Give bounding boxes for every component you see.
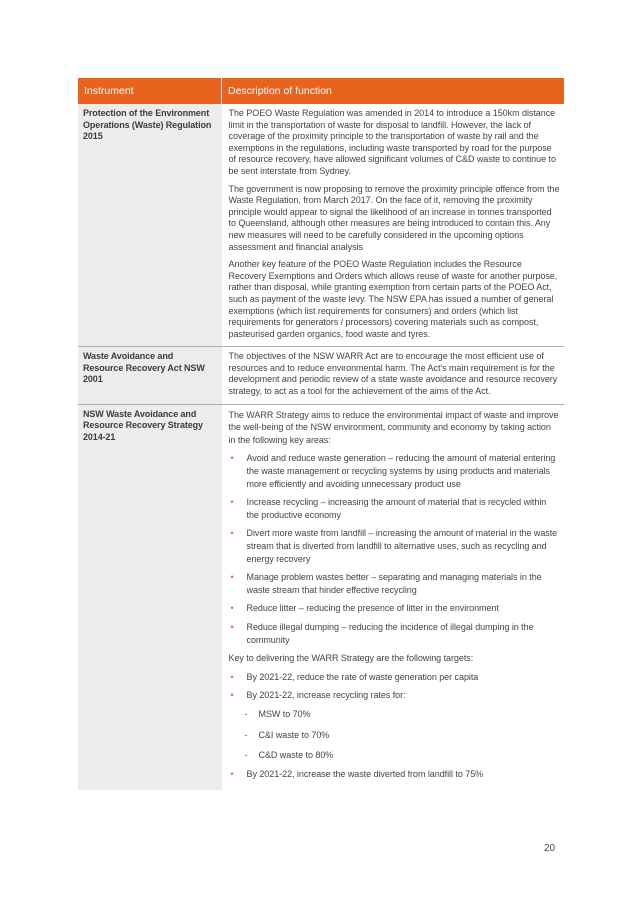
table-row — [78, 347, 564, 404]
bullet-icon: • — [230, 572, 234, 583]
bullet-icon: • — [230, 621, 234, 632]
list-item — [229, 527, 561, 565]
dash-icon: - — [244, 729, 248, 740]
list-item-text: C&D waste to 80% — [258, 750, 334, 761]
table-row — [78, 104, 564, 347]
strategy-intro: The WARR Strategy aims to reduce the environmental impact of waste and improve the well-being of the NSW environment, community and economy by taking action in the following key areas: — [228, 409, 559, 445]
list-item-text: Reduce illegal dumping – reducing the incidence of illegal dumping in the community — [246, 621, 534, 645]
table-row — [78, 404, 564, 790]
list-item — [229, 729, 561, 742]
header-instrument: Instrument — [78, 78, 222, 104]
list-item-text: C&I waste to 70% — [258, 729, 330, 740]
list-item-text: Increase recycling – increasing the amount of material that is recycled within the productive economy — [246, 497, 547, 520]
list-item-text: Reduce litter – reducing the presence of litter in the environment — [246, 603, 499, 614]
list-item — [229, 768, 561, 781]
header-description: Description of function — [222, 78, 565, 104]
instrument-name: Waste Avoidance and Resource Recovery Act NSW 2001 — [78, 347, 222, 404]
bullet-icon: • — [230, 671, 234, 682]
bullet-icon: • — [230, 690, 234, 701]
bullet-icon: • — [230, 528, 234, 539]
list-item — [229, 621, 561, 646]
table-header-row — [78, 78, 564, 104]
description-cell — [222, 404, 565, 790]
description-paragraph: The POEO Waste Regulation was amended in 2014 to introduce a 150km distance limit in the transportation of waste for disposal to landfill. However, the lack of coverage of the proximity principle to the transportation of waste by rail and the exemptions in the regulations, including waste transported by road for the purpose of resource recovery, have allowed significant volumes of C&D waste to continue to be sent interstate from Sydney. — [228, 108, 556, 176]
list-item-text: Avoid and reduce waste generation – reducing the amount of material entering the waste management or recycling systems by using products and materials more efficiently and avoiding unnecessary product use — [246, 453, 556, 489]
dash-icon: - — [244, 708, 248, 719]
instrument-name: Protection of the Environment Operations (Waste) Regulation 2015 — [78, 104, 222, 347]
list-item — [229, 689, 561, 761]
list-item — [229, 671, 561, 684]
list-item-text: By 2021-22, increase the waste diverted from landfill to 75% — [246, 768, 484, 779]
page-number: 20 — [544, 843, 556, 854]
dash-icon: - — [244, 750, 248, 761]
recycling-subtargets — [229, 708, 561, 762]
list-item — [229, 602, 561, 615]
description-cell — [222, 104, 565, 347]
list-item — [229, 452, 561, 490]
list-item-text: Manage problem wastes better – separating and managing materials in the waste stream that hinder effective recycling — [246, 572, 542, 595]
bullet-icon: • — [230, 603, 234, 614]
targets-intro: Key to delivering the WARR Strategy are the following targets: — [228, 653, 474, 664]
description-paragraph: The objectives of the NSW WARR Act are to encourage the most efficient use of resources and to reduce environmental harm. The Act's main requirement is for the development and periodic review of a state waste avoidance and resource recovery strategy, to act as a tool for the achievement of the aims of the Act. — [228, 351, 558, 397]
list-item — [229, 496, 561, 521]
list-item-text: Divert more waste from landfill – increasing the amount of material in the waste stream that is diverted from landfill to alternative uses, such as recycling and energy recovery — [246, 528, 558, 564]
bullet-icon: • — [230, 497, 234, 508]
list-item-text: MSW to 70% — [258, 708, 311, 719]
description-paragraph: The government is now proposing to remove the proximity principle offence from the Waste Regulation, from March 2017. On the face of it, removing the proximity principle would appear to signal the likelihood of an increase in tonnes transported to Queensland, although other measures are being introduced to contain this. Any new measures will need to be carefully considered in the upcoming options assessment and financial analysis — [228, 183, 560, 252]
list-item — [229, 749, 561, 762]
list-item-text: By 2021-22, increase recycling rates for: — [246, 690, 406, 701]
list-item-text: By 2021-22, reduce the rate of waste generation per capita — [246, 671, 479, 682]
key-areas-list — [229, 452, 561, 646]
list-item — [229, 571, 561, 596]
instruments-table — [78, 78, 564, 790]
bullet-icon: • — [230, 453, 234, 464]
instrument-name: NSW Waste Avoidance and Resource Recovery Strategy 2014-21 — [78, 404, 222, 790]
bullet-icon: • — [230, 768, 234, 779]
targets-list — [229, 671, 561, 781]
description-paragraph: Another key feature of the POEO Waste Regulation includes the Resource Recovery Exemptions and Orders which allows reuse of waste for another purpose, rather than disposal, while granting exemption from certain parts of the POEO Act, such as payment of the waste levy. The NSW EPA has issued a number of general exemptions (which list requirements for consumers) and orders (which list requirements for generators / processors) covering materials such as compost, pasteurised garden organics, food waste and tyres. — [228, 259, 558, 339]
description-cell — [222, 347, 565, 404]
list-item — [229, 708, 561, 721]
